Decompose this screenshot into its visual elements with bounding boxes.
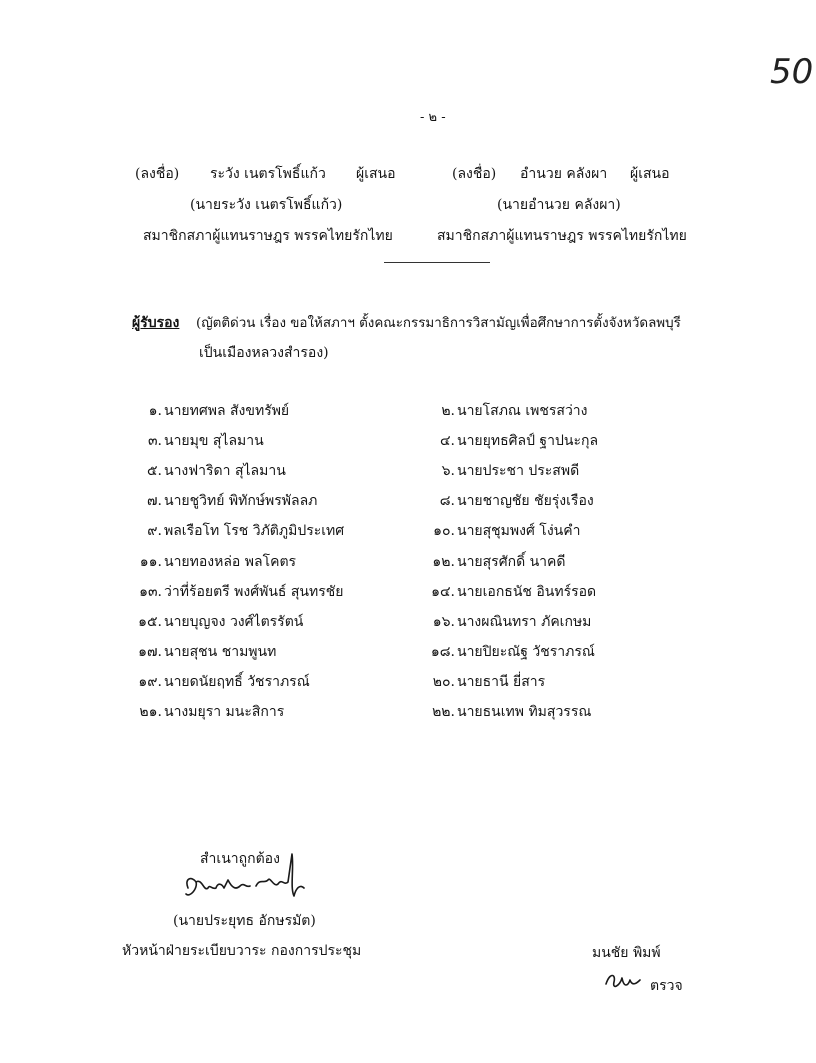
endorser-right-number: ๑๐.	[433, 523, 455, 539]
endorser-right-number: ๔.	[439, 433, 455, 449]
right-signer-role: ผู้เสนอ	[630, 166, 670, 182]
endorser-left-name: นายมุข สุไลมาน	[164, 433, 264, 449]
certification-title: สำเนาถูกต้อง	[200, 851, 280, 867]
right-signer-signature-name: อำนวย คลังผา	[520, 166, 608, 182]
endorser-right-number: ๒๒.	[432, 704, 455, 720]
endorser-left-number: ๑๑.	[139, 554, 162, 570]
endorser-right-name: นายเอกธนัช อินทร์รอด	[457, 584, 597, 600]
right-signer-printed-name: (นายอำนวย คลังผา)	[497, 197, 621, 213]
endorser-right-number: ๘.	[439, 493, 455, 509]
endorser-left-number: ๑๕.	[138, 614, 162, 630]
left-signer-prefix: (ลงชื่อ)	[135, 166, 180, 182]
endorser-right-name: นายชาญชัย ชัยรุ่งเรือง	[457, 493, 594, 509]
endorser-left-number: ๑๗.	[138, 644, 162, 660]
endorsers-subject-line2: เป็นเมืองหลวงสำรอง)	[199, 345, 329, 361]
endorser-left-name: นายบุญจง วงศ์ไตรรัตน์	[164, 614, 304, 630]
endorser-left-name: นายดนัยฤทธิ์ วัชราภรณ์	[164, 674, 310, 690]
endorser-right-number: ๒.	[441, 403, 455, 419]
endorser-right-name: นายปิยะณัฐ วัชราภรณ์	[457, 644, 595, 660]
endorser-right-number: ๖.	[441, 463, 455, 479]
endorser-left-number: ๗.	[147, 493, 162, 509]
endorser-left-name: นายชูวิทย์ พิทักษ์พรพัลลภ	[164, 493, 318, 509]
endorser-right-name: นายโสภณ เพชรสว่าง	[457, 403, 588, 419]
endorser-left-name: นางฟาริดา สุไลมาน	[164, 463, 286, 479]
endorser-right-number: ๒๐.	[432, 674, 455, 690]
left-signer-role: ผู้เสนอ	[356, 166, 396, 182]
endorser-left-name: นายทองหล่อ พลโคตร	[164, 554, 297, 570]
endorser-right-name: นายสุรศักดิ์ นาคดี	[457, 554, 566, 570]
certification-signature	[178, 848, 328, 910]
endorser-right-number: ๑๘.	[430, 644, 455, 660]
right-signer-prefix: (ลงชื่อ)	[452, 166, 497, 182]
left-signer-printed-name: (นายระวัง เนตรโพธิ์แก้ว)	[190, 197, 343, 213]
left-signer-position: สมาชิกสภาผู้แทนราษฎร พรรคไทยรักไทย	[143, 228, 393, 244]
endorser-left-number: ๕.	[146, 463, 162, 479]
endorser-left-number: ๓.	[147, 433, 162, 449]
left-signer-signature-name: ระวัง เนตรโพธิ์แก้ว	[210, 166, 326, 182]
endorser-right-number: ๑๒.	[432, 554, 455, 570]
endorsers-subject-line1: (ญัตติด่วน เรื่อง ขอให้สภาฯ ตั้งคณะกรรมาธิการวิสามัญเพื่อศึกษาการตั้งจังหวัดลพบุรี	[196, 316, 681, 331]
endorser-right-name: นางผณินทรา ภัคเกษม	[457, 614, 592, 630]
handwritten-page-number: 50	[770, 52, 814, 92]
endorser-right-name: นายธานี ยี่สาร	[457, 674, 546, 690]
endorser-left-number: ๒๑.	[139, 704, 162, 720]
endorser-right-name: นายประชา ประสพดี	[457, 463, 580, 479]
endorser-left-name: นายทศพล สังขทรัพย์	[164, 403, 290, 419]
endorser-left-name: ว่าที่ร้อยตรี พงศ์พันธ์ สุนทรชัย	[164, 584, 344, 600]
endorser-left-name: นายสุชน ชามพูนท	[164, 644, 277, 660]
endorser-right-number: ๑๖.	[432, 614, 455, 630]
endorser-right-number: ๑๔.	[431, 584, 455, 600]
page-number: - ๒ -	[420, 110, 446, 125]
separator-line	[384, 262, 490, 263]
certification-position: หัวหน้าฝ่ายระเบียบวาระ กองการประชุม	[122, 943, 362, 959]
endorsers-heading: ผู้รับรอง	[132, 315, 180, 331]
typist-name: มนชัย พิมพ์	[592, 945, 661, 961]
endorser-right-name: นายสุชุมพงศ์ โง่นคำ	[457, 523, 581, 539]
endorser-left-name: นางมยุรา มนะสิการ	[164, 704, 285, 720]
endorser-left-number: ๙.	[147, 523, 162, 539]
certification-printed-name: (นายประยุทธ อักษรมัต)	[173, 913, 316, 929]
endorser-left-number: ๑๓.	[139, 584, 162, 600]
endorser-left-name: พลเรือโท โรช วิภัติภูมิประเทศ	[164, 523, 345, 539]
endorser-left-number: ๑๙.	[138, 674, 162, 690]
checker-initials	[602, 966, 648, 994]
endorser-right-name: นายธนเทพ ทิมสุวรรณ	[457, 704, 592, 720]
right-signer-position: สมาชิกสภาผู้แทนราษฎร พรรคไทยรักไทย	[437, 228, 687, 244]
endorser-right-name: นายยุทธศิลป์ ฐาปนะกุล	[457, 433, 599, 449]
endorser-left-number: ๑.	[148, 403, 162, 419]
checker-label: ตรวจ	[650, 978, 683, 994]
